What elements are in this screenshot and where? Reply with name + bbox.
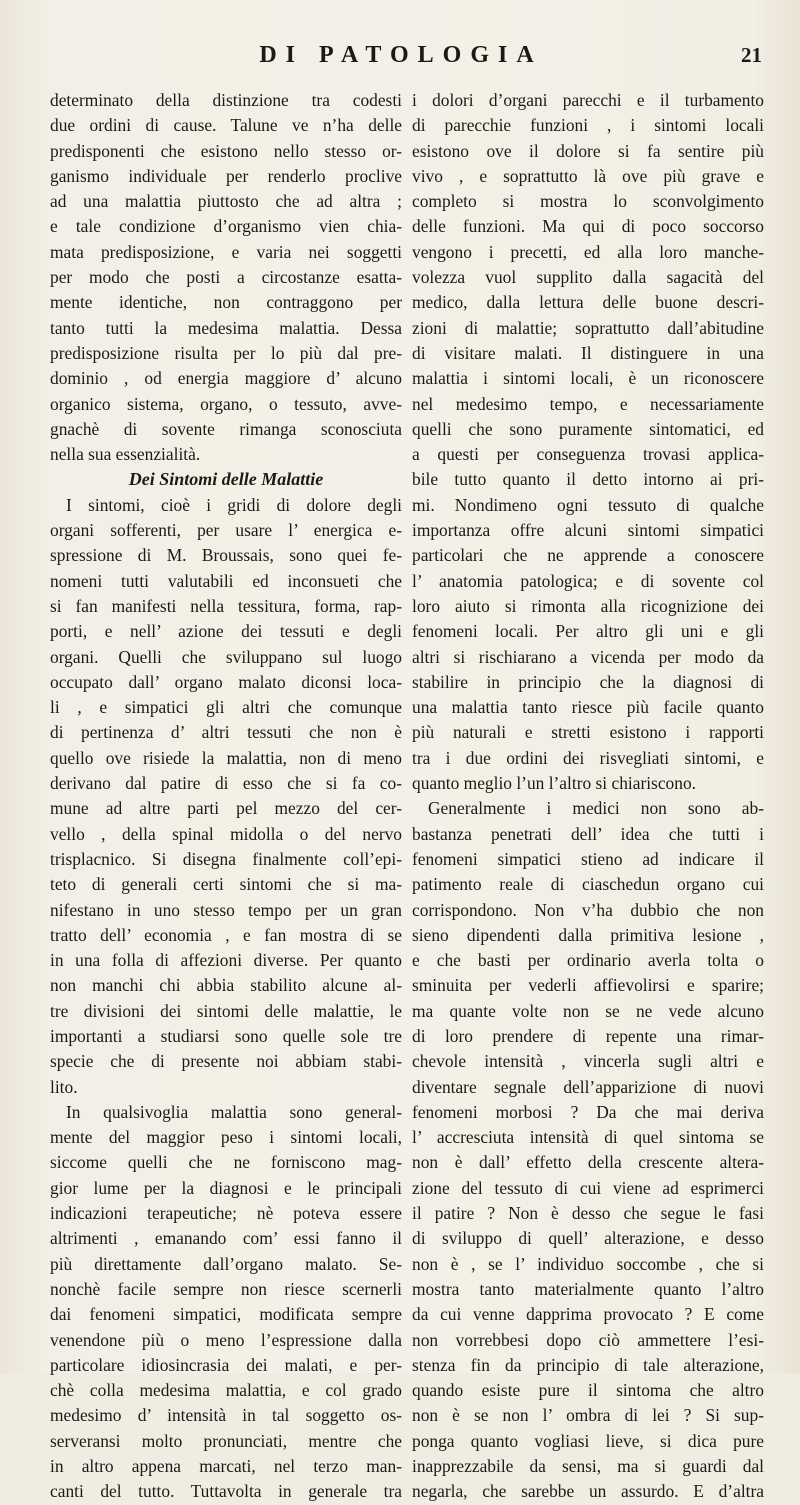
text-line: più naturali e stretti esistono i rapporti: [412, 722, 764, 743]
text-line: indicazioni terapeutiche; nè poteva essere: [50, 1203, 402, 1224]
text-line: corrispondono. Non v’ha dubbio che non: [412, 899, 764, 920]
text-line: medesimo d’ intensità in tal soggetto os-: [50, 1405, 402, 1426]
text-line: ma quante volte non se ne vede alcuno: [412, 1000, 764, 1021]
text-line: due ordini di cause. Talune ve n’ha delle: [50, 115, 402, 136]
text-line: zioni di malattie; soprattutto dall’abitudine: [412, 317, 764, 338]
text-line: una malattia tanto riesce più facile quanto: [412, 697, 764, 718]
text-line: nella sua essenzialità.: [50, 444, 201, 465]
text-line: sminuita per vederli affievolirsi e sparire;: [412, 975, 764, 996]
text-line: teto di generali certi sintomi che si ma-: [50, 874, 402, 895]
text-line: derivano dal patire di esso che si fa co-: [50, 773, 402, 794]
text-line: di loro prendere di repente una rimar-: [412, 1025, 764, 1046]
text-line: nomeni tutti valutabili ed inconsueti che: [50, 570, 402, 591]
text-line: li , e simpatici gli altri che comunque: [50, 697, 402, 718]
text-line: organi. Quelli che sviluppano sul luogo: [50, 646, 402, 667]
section-heading: Dei Sintomi delle Malattie: [128, 469, 324, 490]
text-line: mente del maggior peso i sintomi locali,: [50, 1127, 402, 1148]
text-line: stenza fin da principio di tale alterazione,: [412, 1354, 764, 1375]
text-line: tra i due ordini dei risvegliati sintomi, e: [412, 747, 764, 768]
text-line: per modo che posti a circostanze esatta-: [50, 267, 402, 288]
text-line: di parecchie funzioni , i sintomi locali: [412, 115, 764, 136]
text-line: I sintomi, cioè i gridi di dolore degli: [66, 494, 402, 515]
text-line: importanti a studiarsi sono quelle sole tre: [50, 1025, 402, 1046]
text-line: altrimenti , emanando com’ essi fanno il: [50, 1228, 402, 1249]
text-line: sieno dipendenti dalla primitiva lesione ,: [412, 924, 764, 945]
text-line: il patire ? Non è desso che segue le fasi: [412, 1203, 764, 1224]
text-line: organi sofferenti, per usare l’ energica e-: [50, 520, 402, 541]
text-line: esistono ove il dolore si fa sentire più: [412, 140, 764, 161]
text-line: particolari che ne apprende a conoscere: [412, 545, 764, 566]
text-line: siccome quelli che ne forniscono mag-: [50, 1152, 402, 1173]
text-line: e che basti per ordinario averla tolta o: [412, 950, 764, 971]
text-line: vello , della spinal midolla o del nervo: [50, 823, 402, 844]
text-line: malattia i sintomi locali, è un riconoscere: [412, 368, 764, 389]
text-line: da cui venne dapprima provocato ? E come: [412, 1304, 764, 1325]
text-line: quando esiste pure il sintoma che altro: [412, 1380, 764, 1401]
text-line: bastanza penetrati dell’ idea che tutti i: [412, 823, 764, 844]
text-line: nifestano in uno stesso tempo per un gran: [50, 899, 402, 920]
running-head: [40, 38, 762, 72]
text-line: serveransi molto pronunciati, mentre che: [50, 1430, 402, 1451]
text-line: inapprezzabile da sensi, ma si guardi dal: [412, 1456, 764, 1477]
text-line: bile tutto quanto il detto intorno ai pri-: [412, 469, 764, 490]
text-line: altri si rischiarano a vicenda per modo da: [412, 646, 764, 667]
text-line: specie che di presente noi abbiam stabi-: [50, 1051, 402, 1072]
text-line: particolare idiosincrasia dei malati, e per-: [50, 1354, 402, 1375]
text-line: dai fenomeni simpatici, modificata sempre: [50, 1304, 402, 1325]
text-line: più direttamente dall’organo malato. Se-: [50, 1253, 402, 1274]
text-line: in una folla di affezioni diverse. Per quanto: [50, 950, 402, 971]
text-line: stabilire in principio che la diagnosi di: [412, 671, 764, 692]
text-line: non è , se l’ individuo soccombe , che si: [412, 1253, 764, 1274]
text-line: canti del tutto. Tuttavolta in generale tra: [50, 1481, 402, 1502]
text-line: mune ad altre parti pel mezzo del cer-: [50, 798, 402, 819]
text-line: non è dall’ effetto della crescente altera-: [412, 1152, 764, 1173]
text-line: di visitare malati. Il distinguere in una: [412, 342, 764, 363]
text-line: gior lume per la diagnosi e le principali: [50, 1177, 402, 1198]
running-title: DI PATOLOGIA: [259, 42, 543, 68]
text-line: quelli che sono puramente sintomatici, ed: [412, 418, 764, 439]
left-column: [50, 88, 402, 1505]
text-line: quanto meglio l’un l’altro si chiariscono.: [412, 773, 696, 794]
text-line: chevole intensità , vincerla sugli altri e: [412, 1051, 764, 1072]
text-line: fenomeni simpatici stieno ad indicare il: [412, 848, 764, 869]
text-line: ganismo individuale per renderlo proclive: [50, 165, 402, 186]
text-line: dominio , od energia maggiore d’ alcuno: [50, 368, 402, 389]
text-line: mata predisposizione, e varia nei soggetti: [50, 241, 402, 262]
text-line: mostra tanto materialmente quanto l’altro: [412, 1278, 764, 1299]
text-line: occupato dall’ organo malato diconsi loca-: [50, 671, 402, 692]
right-column: [412, 88, 764, 1505]
text-line: importanza offre alcuni sintomi simpatici: [412, 520, 764, 541]
text-line: venendone più o meno l’espressione dalla: [50, 1329, 402, 1350]
text-line: determinato della distinzione tra codesti: [50, 90, 402, 110]
text-line: Generalmente i medici non sono ab-: [428, 798, 764, 819]
text-line: fenomeni morbosi ? Da che mai deriva: [412, 1101, 764, 1122]
text-line: l’ anatomia patologica; e di sovente col: [412, 570, 764, 591]
text-line: medico, dalla lettura delle buone descri-: [412, 292, 764, 313]
text-line: vivo , e soprattutto là ove più grave e: [412, 165, 764, 186]
text-line: l’ accresciuta intensità di quel sintoma se: [412, 1127, 764, 1148]
text-line: in altro appena marcati, nel terzo man-: [50, 1456, 402, 1477]
text-line: delle funzioni. Ma qui di poco soccorso: [412, 216, 764, 237]
text-line: nel medesimo tempo, e necessariamente: [412, 393, 764, 414]
text-line: mente identiche, non contraggono per: [50, 292, 402, 313]
text-line: e tale condizione d’organismo vien chia-: [50, 216, 402, 237]
text-line: si fan manifesti nella tessitura, forma, rap-: [50, 595, 402, 616]
text-line: predisposizione risulta per lo più dal pre-: [50, 342, 402, 363]
text-line: vengono i precetti, ed alla loro manche-: [412, 241, 764, 262]
text-line: tratto dell’ economia , e fan mostra di se: [50, 924, 402, 945]
text-line: fenomeni locali. Per altro gli uni e gli: [412, 621, 764, 642]
text-line: i dolori d’organi parecchi e il turbamento: [412, 90, 764, 110]
text-line: chè colla medesima malattia, e col grado: [50, 1380, 402, 1401]
text-line: patimento reale di ciaschedun organo cui: [412, 874, 764, 895]
text-line: tre divisioni dei sintomi delle malattie, le: [50, 1000, 402, 1021]
page-number: 21: [741, 43, 762, 67]
text-line: volezza vuol supplito dalla sagacità del: [412, 267, 764, 288]
text-line: negarla, che sarebbe un assurdo. E d’altra: [412, 1481, 764, 1502]
text-line: completo si mostra lo sconvolgimento: [412, 191, 764, 212]
text-line: tanto tutti la medesima malattia. Dessa: [50, 317, 402, 338]
text-line: trisplacnico. Si disegna finalmente coll’epi-: [50, 848, 402, 869]
text-line: lito.: [50, 1076, 78, 1097]
text-line: zione del tessuto di cui viene ad esprimerci: [412, 1177, 764, 1198]
text-line: In qualsivoglia malattia sono general-: [66, 1101, 402, 1122]
text-line: ad una malattia piuttosto che ad altra ;: [50, 191, 402, 212]
text-line: di pertinenza d’ altri tessuti che non è: [50, 722, 402, 743]
text-line: gnachè di sovente rimanga sconosciuta: [50, 418, 402, 439]
text-line: diventare segnale dell’apparizione di nuovi: [412, 1076, 764, 1097]
text-line: organico sistema, organo, o tessuto, avve-: [50, 393, 402, 414]
text-line: spressione di M. Broussais, sono quei fe-: [50, 545, 402, 566]
text-line: quello ove risiede la malattia, non di meno: [50, 747, 402, 768]
text-line: ponga quanto vogliasi lieve, si dica pure: [412, 1430, 764, 1451]
text-line: non è se non l’ ombra di lei ? Si sup-: [412, 1405, 764, 1426]
text-line: di sviluppo di quell’ alterazione, e desso: [412, 1228, 764, 1249]
text-line: nonchè facile sempre non riesce scernerli: [50, 1278, 402, 1299]
text-line: porti, e nell’ azione dei tessuti e degli: [50, 621, 402, 642]
text-line: non manchi chi abbia stabilito alcune al-: [50, 975, 402, 996]
text-line: mi. Nondimeno ogni tessuto di qualche: [412, 494, 764, 515]
text-line: predisponenti che esistono nello stesso or-: [50, 140, 402, 161]
text-line: non vorrebbesi dopo ciò ammettere l’esi-: [412, 1329, 764, 1350]
text-line: loro aiuto si rimonta alla ricognizione dei: [412, 595, 764, 616]
text-line: a questi per conseguenza trovasi applica-: [412, 444, 764, 465]
